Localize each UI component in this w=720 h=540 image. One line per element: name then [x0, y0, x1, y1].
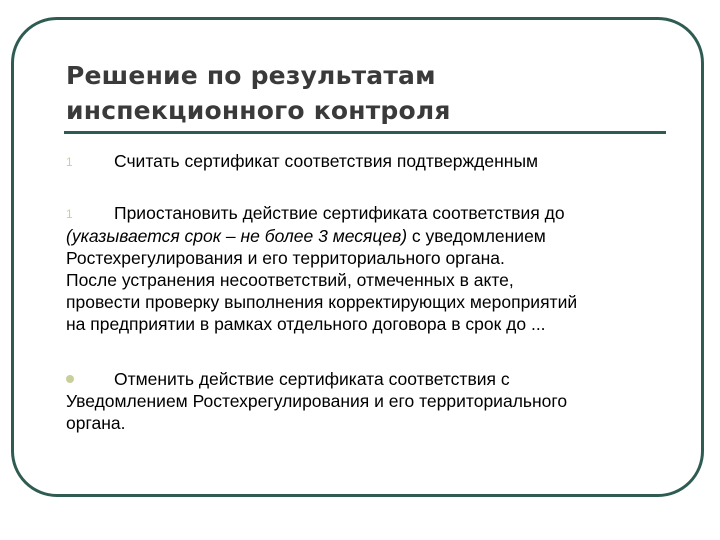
- item-text-italic-term: (указывается срок – не более 3 месяцев): [66, 226, 408, 246]
- item-text-line-2: с уведомлением: [407, 226, 546, 246]
- item-text-line-1: Приостановить действие сертификата соответствия до: [114, 203, 565, 223]
- list-item-confirm: [66, 150, 666, 173]
- slide-title: [66, 58, 626, 128]
- item-text-line-1: Отменить действие сертификата соответствия с: [114, 369, 510, 389]
- item-number-marker: 1: [66, 155, 73, 169]
- item-number-marker: 1: [66, 207, 73, 221]
- item-text-line-4: После устранения несоответствий, отмеченных в акте,: [66, 270, 514, 290]
- slide-title-line-1: Решение по результатам: [66, 61, 436, 90]
- item-text: Считать сертификат соответствия подтвержденным: [114, 151, 539, 171]
- bullet-dot-icon: [66, 375, 74, 383]
- slide-title-line-2: инспекционного контроля: [66, 96, 451, 125]
- item-text-line-3: Ростехрегулирования и его территориального органа.: [66, 248, 505, 268]
- item-text-line-6: на предприятии в рамках отдельного договора в срок до ...: [66, 314, 546, 334]
- item-text-line-3: органа.: [66, 413, 126, 433]
- title-underline: [64, 131, 666, 134]
- list-item-suspend: [66, 202, 666, 335]
- list-item-cancel: [66, 368, 666, 434]
- item-text-line-2: Уведомлением Ростехрегулирования и его территориального: [66, 391, 568, 411]
- item-text-line-5: провести проверку выполнения корректирующих мероприятий: [66, 292, 578, 312]
